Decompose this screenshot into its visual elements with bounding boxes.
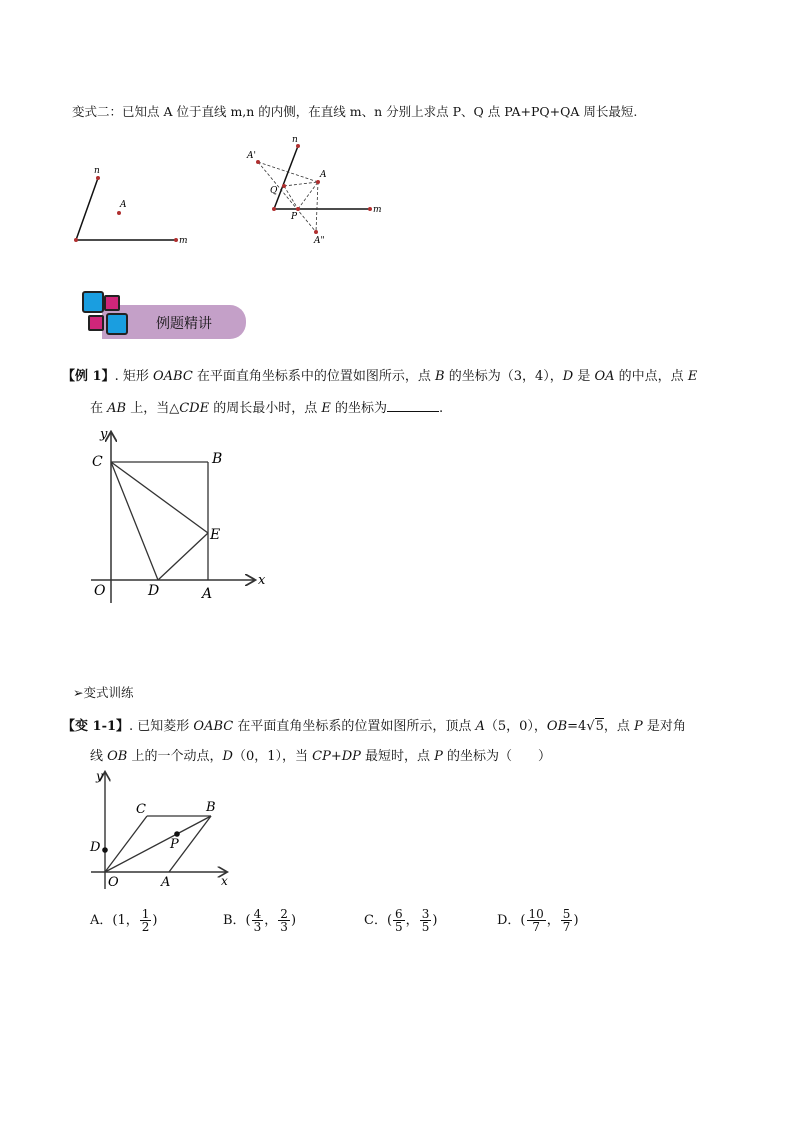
label-O: O [108,875,119,890]
puzzle-icon [82,289,126,335]
label-B: B [212,451,223,467]
option-d[interactable]: D．( $\frac{10}{7}$ ， $\frac{5}{7}$ ) [497,907,579,934]
section-banner [80,289,250,343]
training-heading: ➢变式训练 [73,685,134,700]
option-a[interactable]: A．(1， $\frac{1}{2}$ ) [90,907,158,934]
label-A-double-prime: A" [314,236,325,246]
axis-y-label: y [96,769,103,783]
label-E: E [210,527,221,543]
label-n: n [292,135,298,145]
label-m: m [373,205,382,215]
option-b[interactable]: B．( $\frac{4}{3}$ ， $\frac{2}{3}$ ) [223,907,297,934]
label-P: P [291,212,298,222]
variant-tag: 【变 1-1】 [62,719,130,734]
label-A: A [161,875,171,890]
axis-y-label: y [100,427,108,442]
label-D: D [90,840,101,855]
label-B: B [206,800,216,815]
axis-x-label: x [258,573,266,588]
label-C: C [136,802,146,817]
figure-rhombus [86,767,236,892]
label-Q: Q [270,186,278,196]
figure-reflection [240,132,390,247]
label-m: m [179,236,188,246]
label-P: P [170,837,179,852]
variant1-1-line2: 线 OB 上的一个动点，D（0，1），当 CP+DP 最短时，点 P 的坐标为（ ） [90,749,552,764]
section-title: 例题精讲 [156,316,212,332]
figure-rectangle [86,425,276,610]
figure-angle-point [66,162,196,252]
arrow-icon: ➢ [73,685,84,700]
label-A: A [202,586,213,602]
answer-blank [387,399,439,412]
option-c[interactable]: C．( $\frac{6}{5}$ ， $\frac{3}{5}$ ) [364,907,438,934]
example-tag: 【例 1】 [62,369,115,384]
axis-x-label: x [221,874,228,888]
example1-line2: 在 AB 上，当△CDE 的周长最小时，点 E 的坐标为 . [90,401,444,416]
example1-line1: 【例 1】. 矩形 OABC 在平面直角坐标系中的位置如图所示，点 B 的坐标为（3，4），D 是 OA 的中点，点 E [62,369,698,384]
variant2-text: 变式二：已知点 A 位于直线 m,n 的内侧，在直线 m、n 分别上求点 P、Q 点 PA+PQ+QA 周长最短. [72,104,638,119]
label-n: n [94,166,100,176]
label-C: C [92,454,103,470]
label-O: O [94,583,106,599]
variant1-1-line1: 【变 1-1】. 已知菱形 OABC 在平面直角坐标系的位置如图所示，顶点 A（5，0），OB=4√5，点 P 是对角 [62,719,686,734]
label-A: A [320,170,327,180]
label-D: D [148,583,160,599]
label-A-prime: A' [247,151,256,161]
label-A: A [120,200,127,210]
